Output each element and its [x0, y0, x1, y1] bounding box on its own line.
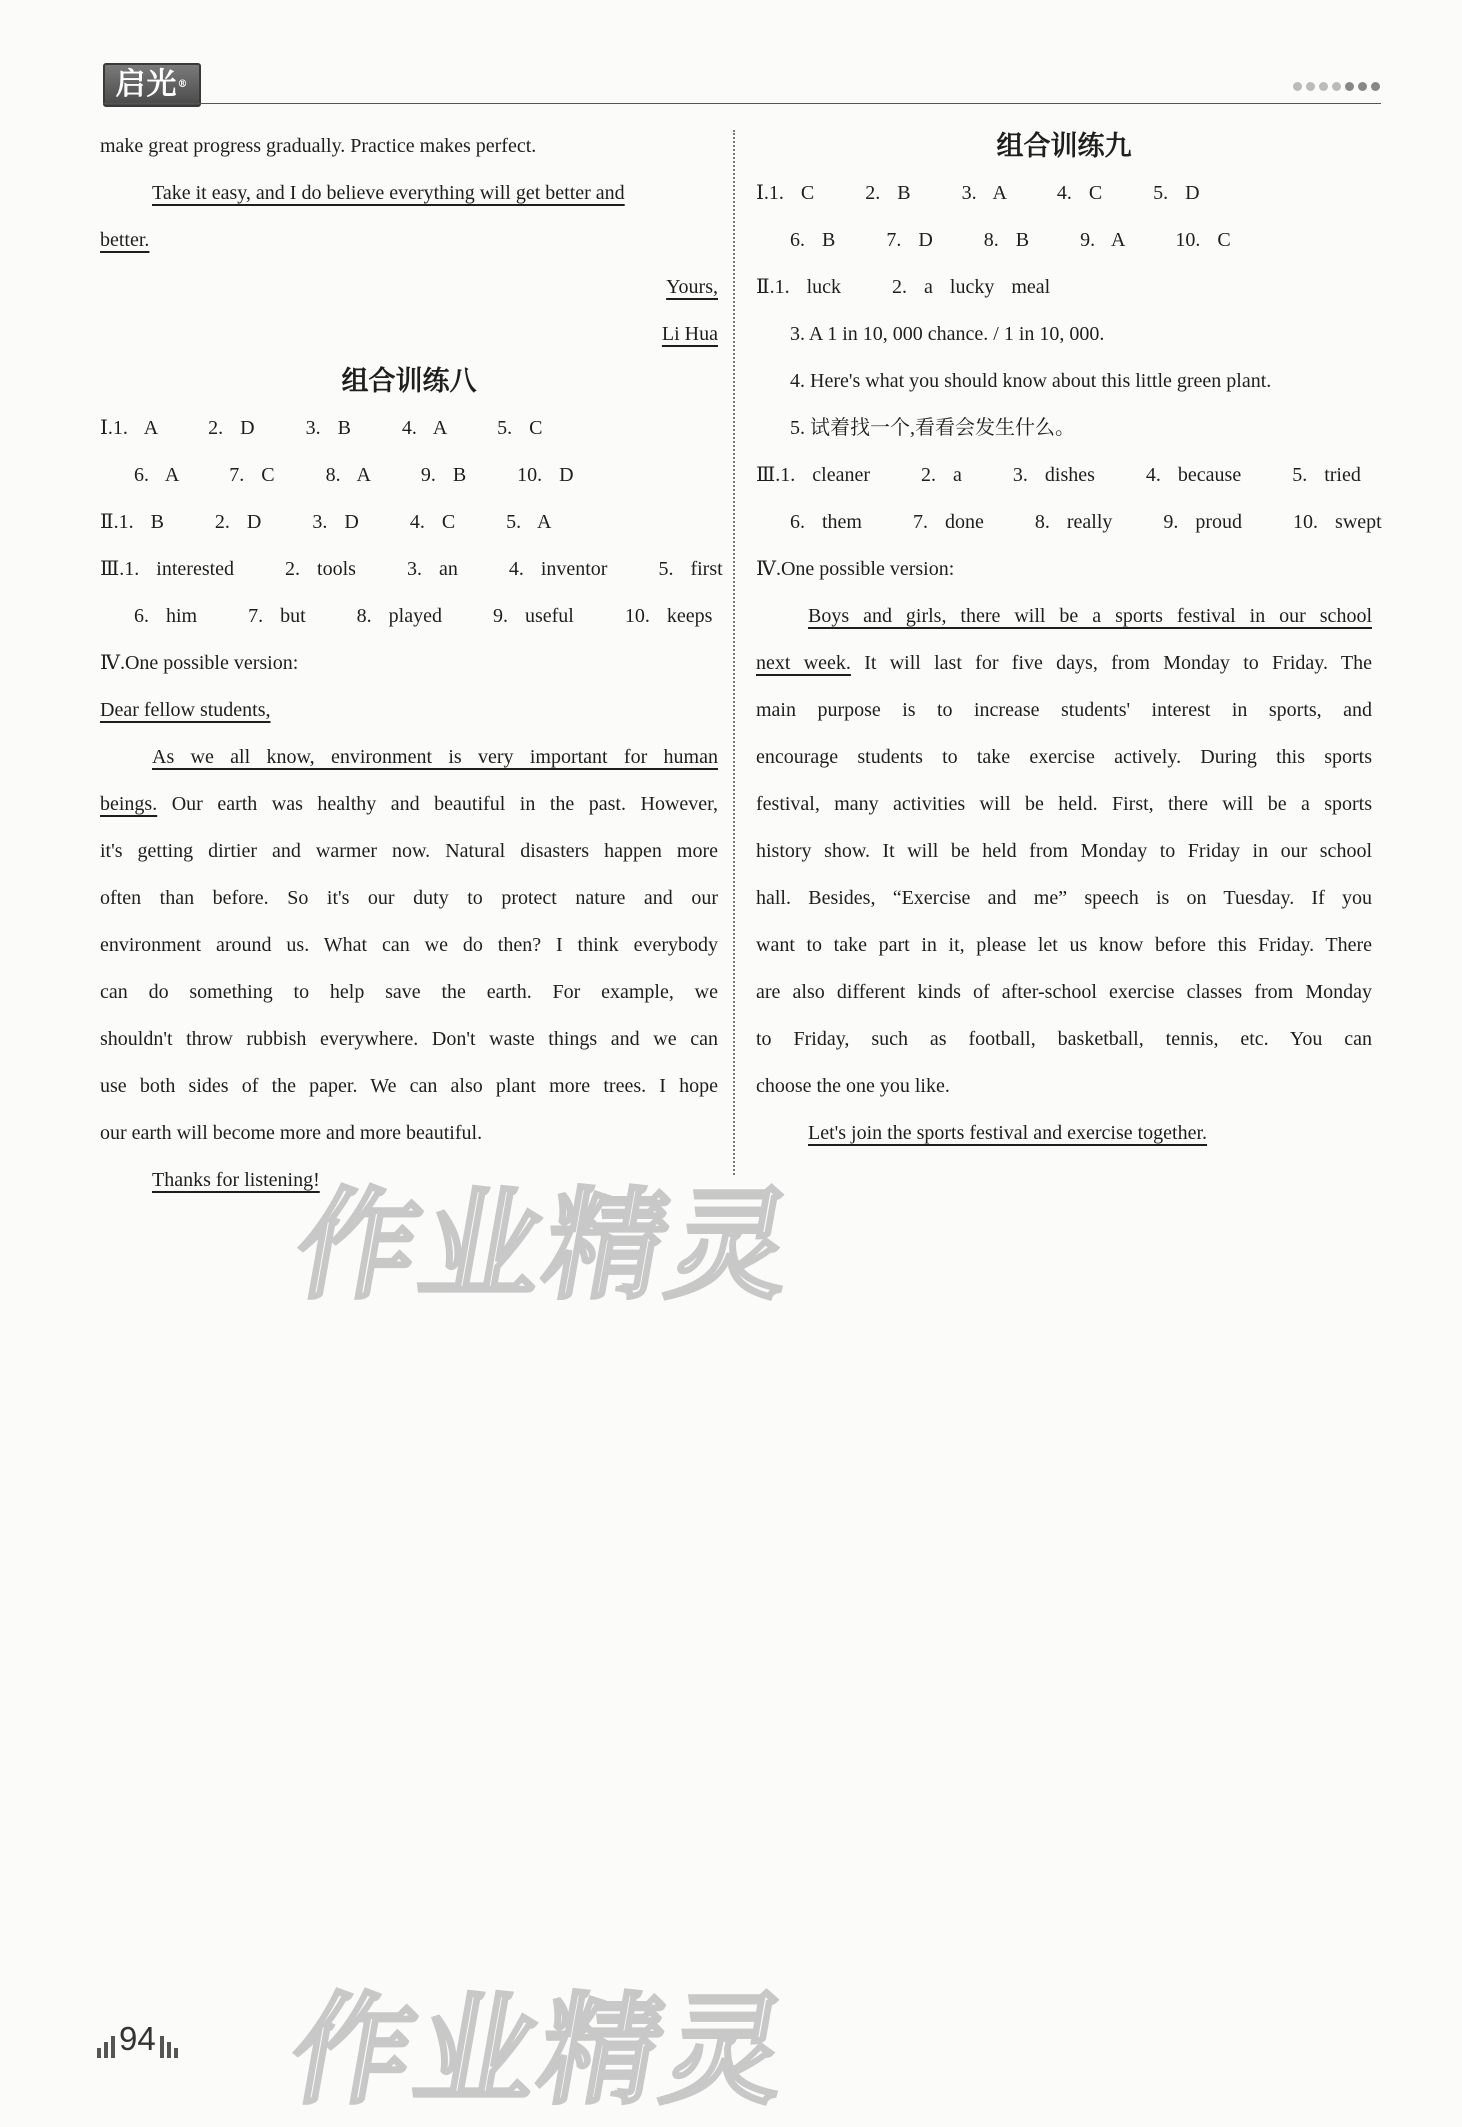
underlined-topic-sentence: Boys and girls, there will be a sports festival in our school: [808, 605, 1372, 627]
closing-line: Thanks for listening!: [152, 1169, 320, 1191]
part-label: Ⅱ.: [100, 511, 119, 533]
part-label: Ⅳ.: [100, 652, 125, 674]
essay-line: use both sides of the paper. We can also plant more trees. I hope: [100, 1075, 718, 1097]
greeting: Dear fellow students,: [100, 699, 271, 721]
section-title-8: 组合训练八: [341, 366, 477, 397]
essay-line: encourage students to take exercise actively. During this sports: [756, 746, 1372, 768]
essay-line: main purpose is to increase students' interest in sports, and: [756, 699, 1372, 721]
essay-line: environment around us. What can we do then? I think everybody: [100, 934, 718, 956]
essay-line: festival, many activities will be held. First, there will be a sports: [756, 793, 1372, 815]
header-rule: [103, 103, 1381, 104]
answer-row: 6. A 7. C 8. A 9. B 10. D: [134, 464, 574, 486]
left-underlined-line: Take it easy, and I do believe everything will get better and: [152, 182, 625, 204]
header-dots: [1293, 82, 1380, 91]
essay-line: want to take part in it, please let us know before this Friday. There: [756, 934, 1372, 956]
part-label: Ⅰ.: [100, 417, 113, 439]
answer-row: 4. Here's what you should know about this little green plant.: [790, 370, 1272, 392]
answer-row: 6. him 7. but 8. played 9. useful 10. keeps: [134, 605, 713, 627]
essay-line: shouldn't throw rubbish everywhere. Don't waste things and we can: [100, 1028, 718, 1050]
publisher-logo: 启光®: [103, 63, 201, 107]
version-intro: One possible version:: [780, 558, 955, 580]
underlined-topic-sentence: next week.: [756, 652, 851, 674]
part-label: Ⅰ.: [756, 182, 769, 204]
part-label: Ⅱ.: [756, 276, 775, 298]
left-continued-line: make great progress gradually. Practice makes perfect.: [100, 135, 537, 157]
page-number-text: 94: [119, 2020, 156, 2057]
essay-text: beings.: [100, 793, 158, 815]
answer-row: 1. C 2. B 3. A 4. C 5. D: [768, 182, 1200, 204]
right-column: [756, 123, 1382, 1157]
section-title-9: 组合训练九: [996, 131, 1132, 162]
essay-line: choose the one you like.: [756, 1075, 950, 1097]
page-number: [97, 2020, 178, 2058]
essay-text: Our earth was healthy and beautiful in the past. However,: [157, 793, 718, 815]
underlined-topic-sentence: As we all know, environment is very important for human: [152, 746, 718, 768]
left-column: [100, 123, 723, 1204]
essay-line: our earth will become more and more beautiful.: [100, 1122, 483, 1144]
essay-line: are also different kinds of after-school exercise classes from Monday: [756, 981, 1372, 1003]
answer-row: 3. A 1 in 10, 000 chance. / 1 in 10, 000.: [790, 323, 1105, 345]
answer-row: 5. 试着找一个,看看会发生什么。: [790, 417, 1075, 439]
answer-row: 6. them 7. done 8. really 9. proud 10. swept: [790, 511, 1382, 533]
part-label: Ⅳ.: [756, 558, 781, 580]
signoff-yours: Yours,: [666, 276, 718, 298]
signoff-name: Li Hua: [661, 323, 718, 345]
bars-icon: [97, 2034, 115, 2058]
answer-row: 1. luck 2. a lucky meal: [774, 276, 1051, 298]
answer-row: 1. interested 2. tools 3. an 4. inventor 5. first: [124, 558, 723, 580]
essay-line: hall. Besides, “Exercise and me” speech is on Tuesday. If you: [756, 887, 1372, 909]
watermark: 作业精灵: [285, 1177, 807, 1316]
essay-line: it's getting dirtier and warmer now. Natural disasters happen more: [100, 840, 718, 862]
left-underlined-line: better.: [100, 229, 150, 251]
essay-line: history show. It will be held from Monday to Friday in our school: [756, 840, 1372, 862]
version-intro: One possible version:: [124, 652, 299, 674]
essay-line: to Friday, such as football, basketball, tennis, etc. You can: [756, 1028, 1372, 1050]
answer-row: 1. B 2. D 3. D 4. C 5. A: [118, 511, 552, 533]
part-label: Ⅲ.: [100, 558, 125, 580]
part-label: Ⅲ.: [756, 464, 781, 486]
answer-row: 1. cleaner 2. a 3. dishes 4. because 5. tried: [780, 464, 1361, 486]
closing-line: Let's join the sports festival and exercise together.: [808, 1122, 1208, 1144]
essay-line: can do something to help save the earth. For example, we: [100, 981, 718, 1003]
answer-row: 6. B 7. D 8. B 9. A 10. C: [790, 229, 1231, 251]
essay-line: often than before. So it's our duty to protect nature and our: [100, 887, 718, 909]
bars-icon: [160, 2034, 178, 2058]
answer-row: 1. A 2. D 3. B 4. A 5. C: [112, 417, 543, 439]
watermark: 作业精灵: [280, 1982, 802, 2121]
essay-text: It will last for five days, from Monday to Friday. The: [850, 652, 1372, 674]
column-divider: [733, 130, 735, 1175]
